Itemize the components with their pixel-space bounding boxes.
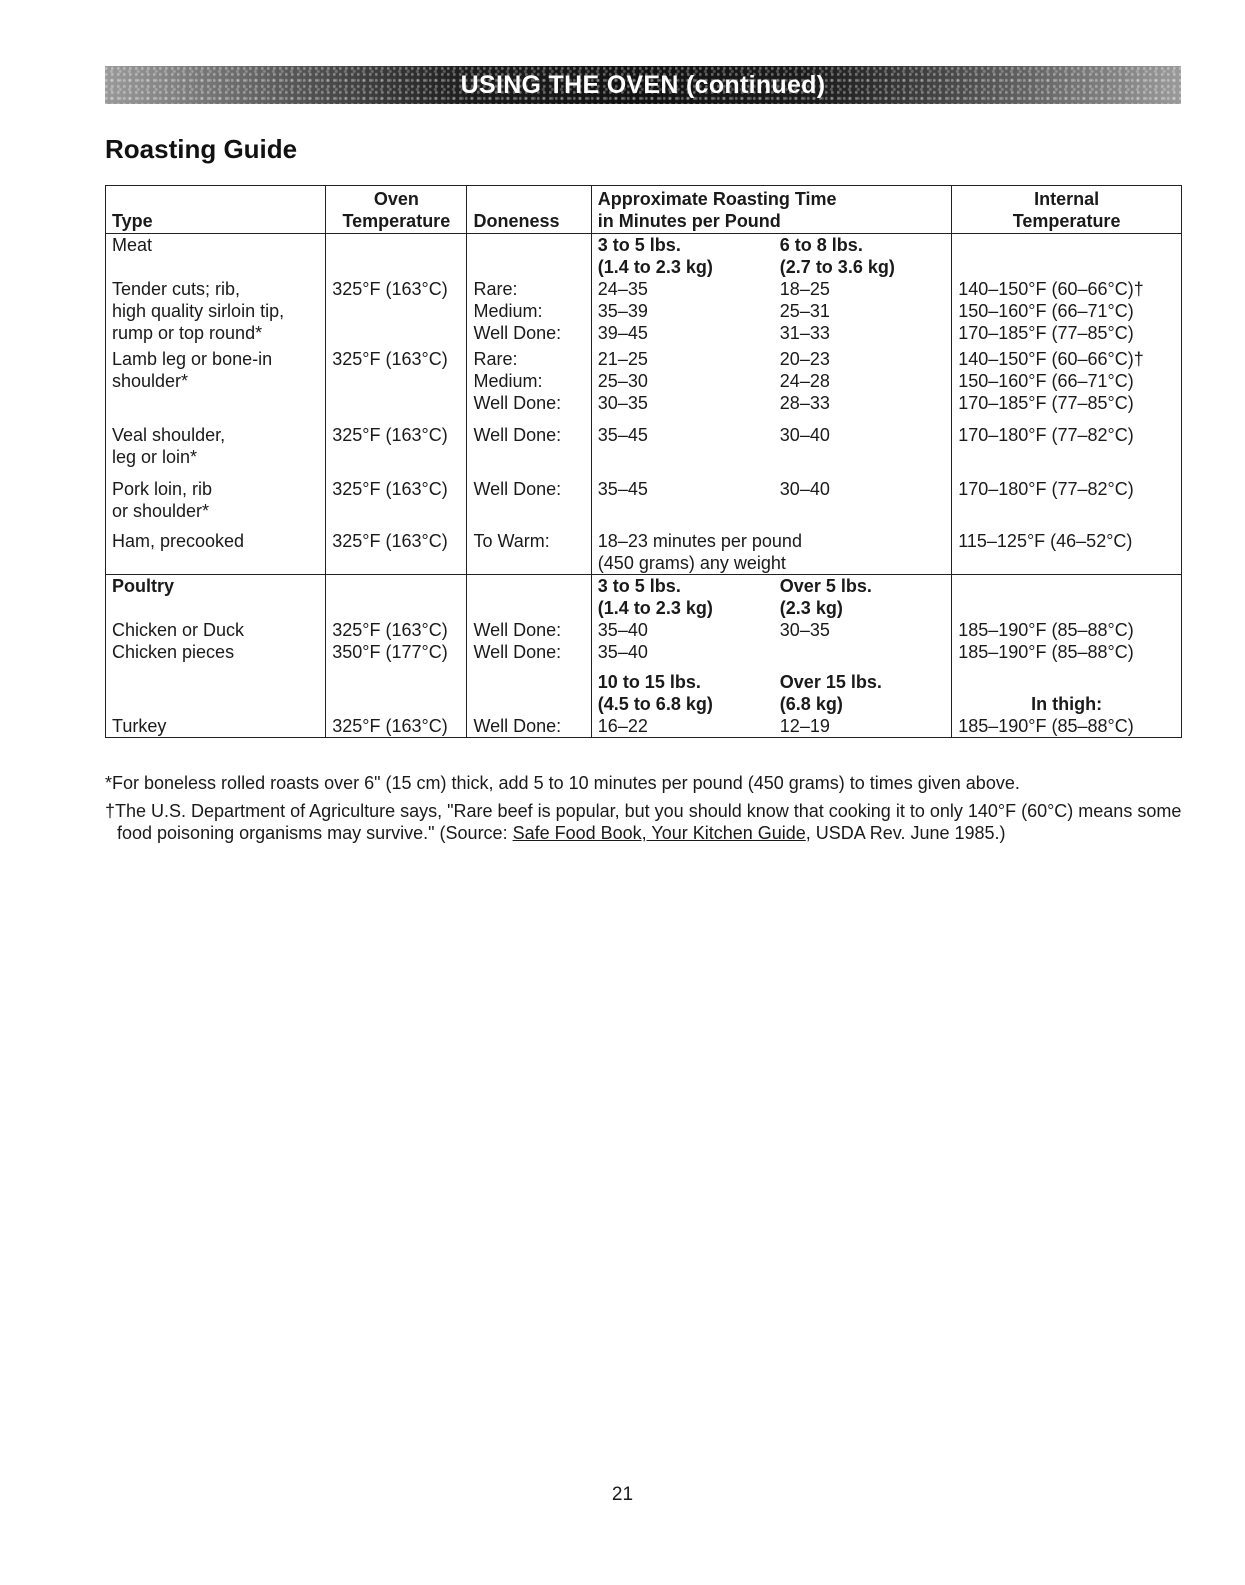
weight-range-b-kg: (2.7 to 3.6 kg) — [779, 257, 895, 277]
table-row — [106, 619, 1182, 663]
spacer — [106, 663, 326, 671]
table-cell — [467, 575, 591, 620]
row-oven-temp: 325°F (163°C) — [326, 424, 467, 468]
group-label-meat — [106, 234, 326, 279]
time-a: 21–25 — [597, 349, 648, 369]
internal-line: 150–160°F (66–71°C) — [958, 371, 1134, 391]
doneness-line: Medium: — [473, 301, 543, 321]
internal-line: 150–160°F (66–71°C) — [958, 301, 1134, 321]
time-b: 30–40 — [779, 479, 830, 499]
internal-line: 185–190°F (85–88°C) — [958, 642, 1134, 662]
internal-line: 170–185°F (77–85°C) — [958, 393, 1134, 413]
row-internal-temp — [952, 348, 1182, 414]
table-row — [106, 478, 1182, 522]
doneness-line: Rare: — [473, 279, 518, 299]
row-internal-temp: 170–180°F (77–82°C) — [952, 424, 1182, 468]
table-row — [106, 278, 1182, 344]
time-a: 35–39 — [597, 301, 648, 321]
row-roasting-time — [591, 478, 951, 522]
row-type — [106, 671, 326, 738]
row-doneness: To Warm: — [467, 530, 591, 575]
row-roasting-time — [591, 671, 951, 738]
table-header-row — [106, 186, 1182, 234]
row-internal-temp: 170–180°F (77–82°C) — [952, 478, 1182, 522]
page-title: Roasting Guide — [105, 134, 298, 164]
internal-line: 185–190°F (85–88°C) — [958, 620, 1134, 640]
time-b: 18–25 — [779, 279, 830, 299]
row-roasting-time — [591, 619, 951, 663]
section-banner — [105, 66, 1181, 104]
time-b: 12–19 — [779, 716, 830, 736]
time-a: 24–35 — [597, 279, 648, 299]
row-doneness: Well Done: — [467, 478, 591, 522]
header-line: in Minutes per Pound — [597, 211, 781, 231]
row-doneness — [467, 671, 591, 738]
table-cell — [952, 234, 1182, 279]
header-roasting-time — [591, 186, 951, 234]
header-type: Type — [106, 186, 326, 234]
row-oven-temp: 325°F (163°C) — [326, 530, 467, 575]
time-a: 39–45 — [597, 323, 648, 343]
row-internal-temp — [952, 671, 1182, 738]
table-row — [106, 530, 1182, 575]
type-line: shoulder* — [112, 371, 189, 391]
weight-header — [591, 234, 951, 279]
row-roasting-time — [591, 348, 951, 414]
row-doneness: Well Done: — [467, 424, 591, 468]
row-oven-temp: 325°F (163°C) — [326, 478, 467, 522]
spacer — [106, 414, 326, 424]
doneness-line: Well Done: — [473, 323, 562, 343]
type-line: Tender cuts; rib, — [112, 279, 241, 299]
group-label-text: Meat — [112, 235, 153, 255]
type-line: Chicken pieces — [112, 642, 235, 662]
type-line: Turkey — [112, 716, 167, 736]
row-internal-temp — [952, 278, 1182, 344]
weight-header — [591, 575, 951, 620]
weight-range-b-kg: (2.3 kg) — [779, 598, 843, 618]
time-b: 28–33 — [779, 393, 830, 413]
weight-range-a-kg: (4.5 to 6.8 kg) — [597, 694, 713, 714]
type-line: Lamb leg or bone-in — [112, 349, 273, 369]
group-label-poultry: Poultry — [106, 575, 326, 620]
source-title: Safe Food Book, Your Kitchen Guide — [512, 823, 806, 843]
row-type — [106, 278, 326, 344]
row-oven-temp — [326, 619, 467, 663]
time-a: 30–35 — [597, 393, 648, 413]
page-number: 21 — [611, 1484, 634, 1505]
header-line: Approximate Roasting Time — [597, 189, 837, 209]
row-oven-temp: 325°F (163°C) — [326, 278, 467, 344]
header-line: Internal — [1034, 189, 1100, 209]
time-a: 25–30 — [597, 371, 648, 391]
time-line: (450 grams) any weight — [597, 553, 786, 573]
row-type: Ham, precooked — [106, 530, 326, 575]
type-line: rump or top round* — [112, 323, 263, 343]
time-a: 35–40 — [597, 620, 648, 640]
header-line: Oven — [373, 189, 419, 209]
type-line: Pork loin, rib — [112, 479, 213, 499]
header-doneness: Doneness — [467, 186, 591, 234]
type-line: Veal shoulder, — [112, 425, 226, 445]
roasting-guide-table — [105, 185, 1182, 738]
weight-range-b: Over 5 lbs. — [779, 576, 872, 596]
banner-title: USING THE OVEN (continued) — [460, 70, 826, 99]
row-doneness — [467, 278, 591, 344]
time-b: 31–33 — [779, 323, 830, 343]
table-row — [106, 424, 1182, 468]
row-roasting-time — [591, 424, 951, 468]
oven-line: 325°F (163°C) — [332, 620, 448, 640]
row-type — [106, 348, 326, 414]
row-roasting-time — [591, 530, 951, 575]
type-line: high quality sirloin tip, — [112, 301, 285, 321]
time-b: 24–28 — [779, 371, 830, 391]
internal-line: 140–150°F (60–66°C)† — [958, 349, 1144, 369]
row-internal-temp: 115–125°F (46–52°C) — [952, 530, 1182, 575]
doneness-line: Medium: — [473, 371, 543, 391]
poultry-group-row — [106, 575, 1182, 620]
weight-range-b: 6 to 8 lbs. — [779, 235, 863, 255]
doneness-line: Rare: — [473, 349, 518, 369]
footnote-text: , USDA Rev. June 1985.) — [805, 823, 1006, 843]
row-internal-temp — [952, 619, 1182, 663]
table-row — [106, 348, 1182, 414]
doneness-line: Well Done: — [473, 716, 562, 736]
header-line: Temperature — [1012, 211, 1121, 231]
time-line: 18–23 minutes per pound — [597, 531, 802, 551]
time-a: 35–45 — [597, 479, 648, 499]
time-a: 35–40 — [597, 642, 648, 662]
oven-line: 350°F (177°C) — [332, 642, 448, 662]
time-b: 25–31 — [779, 301, 830, 321]
header-line: Temperature — [342, 211, 451, 231]
type-line: Chicken or Duck — [112, 620, 245, 640]
doneness-line: Well Done: — [473, 642, 562, 662]
doneness-line: Well Done: — [473, 620, 562, 640]
time-b: 20–23 — [779, 349, 830, 369]
table-cell — [952, 575, 1182, 620]
internal-line: 140–150°F (60–66°C)† — [958, 279, 1144, 299]
time-b: 30–35 — [779, 620, 830, 640]
time-a: 16–22 — [597, 716, 648, 736]
table-row — [106, 671, 1182, 738]
weight-range-b-kg: (6.8 kg) — [779, 694, 843, 714]
type-line: leg or loin* — [112, 447, 198, 467]
weight-range-a: 3 to 5 lbs. — [597, 576, 681, 596]
footnote-boneless: *For boneless rolled roasts over 6" (15 cm) thick, add 5 to 10 minutes per pound (450 grams) to times given above. — [105, 773, 1020, 793]
row-type — [106, 424, 326, 468]
oven-line: 325°F (163°C) — [332, 716, 448, 736]
row-roasting-time — [591, 278, 951, 344]
weight-range-a: 10 to 15 lbs. — [597, 672, 701, 692]
meat-group-row — [106, 234, 1182, 279]
row-type — [106, 619, 326, 663]
table-cell — [467, 234, 591, 279]
doneness-line: Well Done: — [473, 393, 562, 413]
row-doneness — [467, 348, 591, 414]
internal-line: 170–185°F (77–85°C) — [958, 323, 1134, 343]
table-cell — [326, 575, 467, 620]
row-type — [106, 478, 326, 522]
row-doneness — [467, 619, 591, 663]
weight-range-b: Over 15 lbs. — [779, 672, 882, 692]
internal-label: In thigh: — [1031, 694, 1103, 714]
table-cell — [326, 234, 467, 279]
footnote-usda — [105, 800, 1195, 844]
weight-range-a-kg: (1.4 to 2.3 kg) — [597, 598, 713, 618]
weight-range-a-kg: (1.4 to 2.3 kg) — [597, 257, 713, 277]
internal-line: 185–190°F (85–88°C) — [958, 716, 1134, 736]
header-internal-temperature — [952, 186, 1182, 234]
time-a: 35–45 — [597, 425, 648, 445]
footnote-text: †The U.S. Department of Agriculture says, "Rare beef is popular, but you should know that cooking it to only 140°F (60°C) means some food poisoning organisms may survive." (Source: — [105, 801, 1182, 843]
spacer — [106, 468, 326, 478]
row-oven-temp: 325°F (163°C) — [326, 348, 467, 414]
type-line: or shoulder* — [112, 501, 210, 521]
footnotes — [105, 772, 1195, 850]
time-b: 30–40 — [779, 425, 830, 445]
weight-range-a: 3 to 5 lbs. — [597, 235, 681, 255]
row-oven-temp — [326, 671, 467, 738]
spacer — [106, 522, 326, 530]
header-oven-temperature — [326, 186, 467, 234]
